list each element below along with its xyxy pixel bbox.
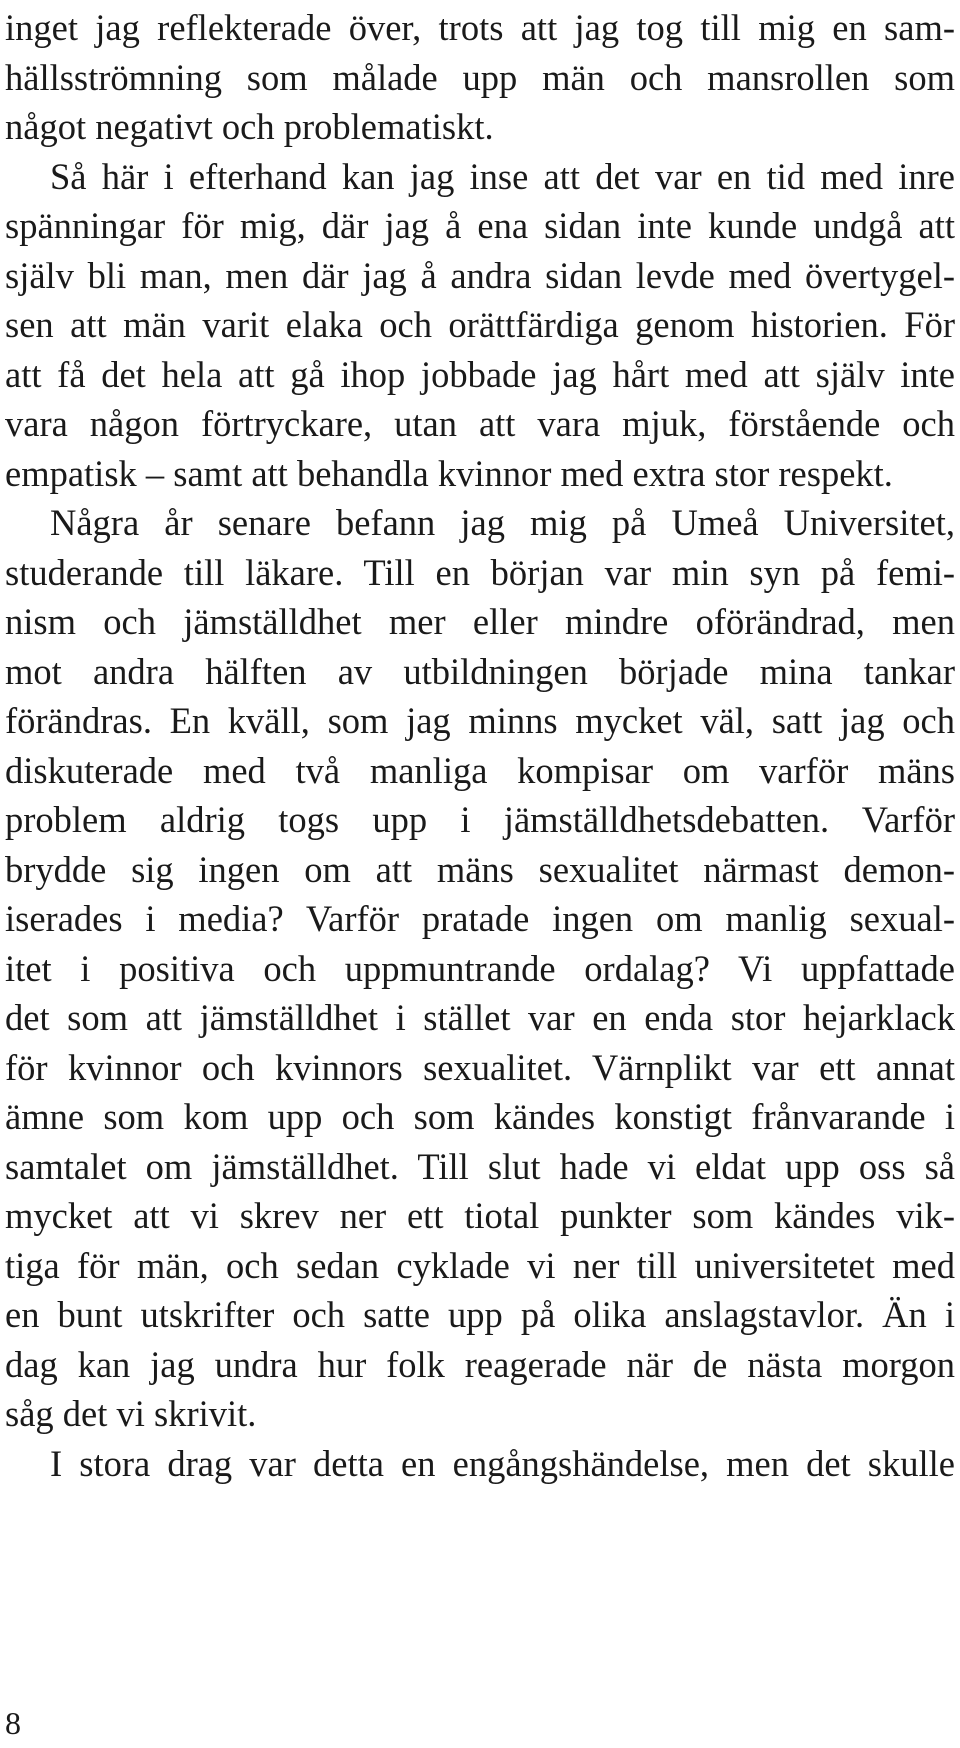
text-line: spänningar för mig, där jag å ena sidan inte kunde undgå att bbox=[5, 205, 955, 246]
text-line: något negativt och problematiskt. bbox=[5, 106, 494, 147]
text-line: problem aldrig togs upp i jämställdhetsdebatten. Varför bbox=[5, 799, 955, 840]
text-line: brydde sig ingen om att mäns sexualitet närmast demon- bbox=[5, 848, 955, 890]
text-line: hällsströmning som målade upp män och mansrollen som bbox=[5, 56, 955, 98]
text-line: sen att män varit elaka och orättfärdiga genom historien. För bbox=[5, 304, 955, 345]
text-line: itet i positiva och uppmuntrande ordalag? Vi uppfattade bbox=[5, 947, 955, 989]
text-line: mot andra hälften av utbildningen började mina tankar bbox=[5, 650, 955, 692]
text-line: vara någon förtryckare, utan att vara mjuk, förstående och bbox=[5, 403, 955, 444]
text-line: mycket att vi skrev ner ett tiotal punkter som kändes vik- bbox=[5, 1195, 955, 1236]
text-line: tiga för män, och sedan cyklade vi ner till universitetet med bbox=[5, 1244, 955, 1286]
text-line: en bunt utskrifter och satte upp på olika anslagstavlor. Än i bbox=[5, 1294, 955, 1335]
text-line: diskuterade med två manliga kompisar om varför mäns bbox=[5, 749, 955, 791]
text-line: studerande till läkare. Till en början var min syn på femi- bbox=[5, 551, 955, 593]
page-number: 8 bbox=[5, 1705, 21, 1741]
text-line: empatisk – samt att behandla kvinnor med extra stor respekt. bbox=[5, 452, 893, 494]
text-line: Så här i efterhand kan jag inse att det var en tid med inre bbox=[50, 155, 955, 197]
text-line: inget jag reflekterade över, trots att jag tog till mig en sam- bbox=[5, 7, 955, 48]
text-line: iserades i media? Varför pratade ingen om manlig sexual- bbox=[5, 898, 955, 939]
text-line: samtalet om jämställdhet. Till slut hade vi eldat upp oss så bbox=[5, 1145, 955, 1187]
text-line: för kvinnor och kvinnors sexualitet. Värnplikt var ett annat bbox=[5, 1046, 955, 1088]
text-line: dag kan jag undra hur folk reagerade när de nästa morgon bbox=[5, 1343, 955, 1385]
text-line: I stora drag var detta en engångshändelse, men det skulle bbox=[50, 1442, 955, 1484]
text-line: nism och jämställdhet mer eller mindre oförändrad, men bbox=[5, 601, 955, 642]
text-line: det som att jämställdhet i stället var en enda stor hejarklack bbox=[5, 997, 955, 1038]
text-line: ämne som kom upp och som kändes konstigt frånvarande i bbox=[5, 1096, 955, 1137]
text-line: såg det vi skrivit. bbox=[5, 1393, 257, 1434]
text-line: själv bli man, men där jag å andra sidan levde med övertygel- bbox=[5, 254, 955, 296]
text-line: att få det hela att gå ihop jobbade jag hårt med att själv inte bbox=[5, 353, 955, 395]
text-line: Några år senare befann jag mig på Umeå Universitet, bbox=[50, 502, 955, 543]
text-line: förändras. En kväll, som jag minns mycket väl, satt jag och bbox=[5, 700, 955, 741]
